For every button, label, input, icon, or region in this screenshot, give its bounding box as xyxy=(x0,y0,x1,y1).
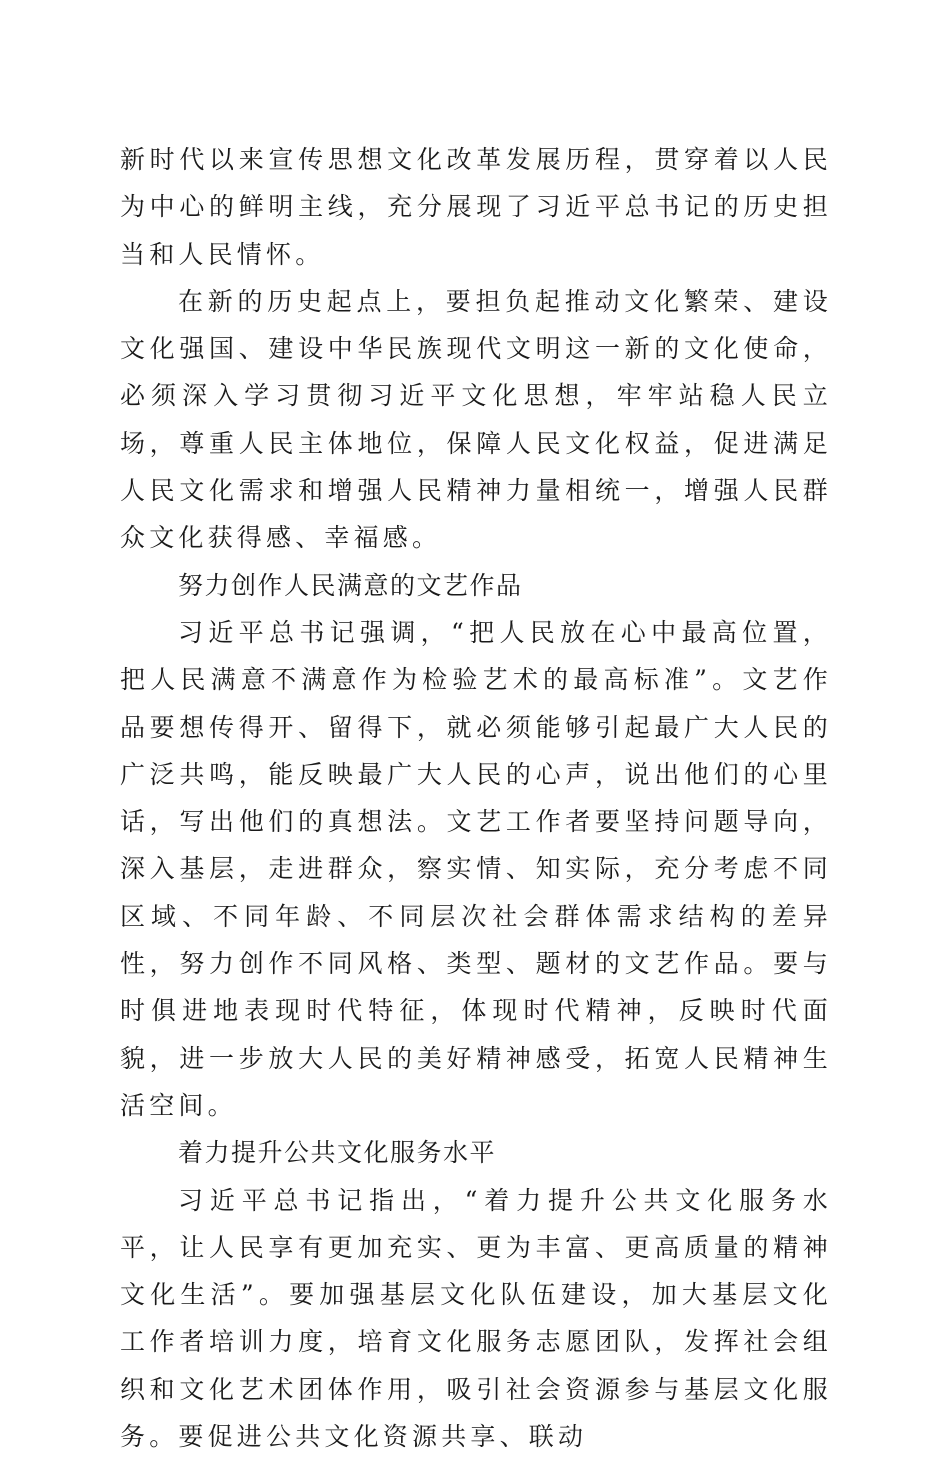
paragraph-literary-works: 习近平总书记强调，“把人民放在心中最高位置，把人民满意不满意作为检验艺术的最高标准”。文艺作品要想传得开、留得下，就必须能够引起最广大人民的广泛共鸣，能反映最广大人民的心声，说出他们的心里话，写出他们的真想法。文艺工作者要坚持问题导向，深入基层，走进群众，察实情、知实际，充分考虑不同区域、不同年龄、不同层次社会群体需求结构的差异性，努力创作不同风格、类型、题材的文艺作品。要与时俱进地表现时代特征，体现时代精神，反映时代面貌，进一步放大人民的美好精神感受，拓宽人民精神生活空间。 xyxy=(120,617,832,1120)
document-body xyxy=(120,136,832,1460)
section-heading-public-culture: 着力提升公共文化服务水平 xyxy=(178,1138,497,1168)
paragraph-intro-continuation: 新时代以来宣传思想文化改革发展历程，贯穿着以人民为中心的鲜明主线，充分展现了习近平总书记的历史担当和人民情怀。 xyxy=(120,145,832,269)
paragraph-cultural-mission: 在新的历史起点上，要担负起推动文化繁荣、建设文化强国、建设中华民族现代文明这一新的文化使命，必须深入学习贯彻习近平文化思想，牢牢站稳人民立场，尊重人民主体地位，保障人民文化权益，促进满足人民文化需求和增强人民精神力量相统一，增强人民群众文化获得感、幸福感。 xyxy=(120,286,832,553)
paragraph-public-culture: 习近平总书记指出，“着力提升公共文化服务水平，让人民享有更加充实、更为丰富、更高质量的精神文化生活”。要加强基层文化队伍建设，加大基层文化工作者培训力度，培育文化服务志愿团队，发挥社会组织和文化艺术团体作用，吸引社会资源参与基层文化服务。要促进公共文化资源共享、联动 xyxy=(120,1185,832,1452)
section-heading-literary-works: 努力创作人民满意的文艺作品 xyxy=(178,570,523,600)
